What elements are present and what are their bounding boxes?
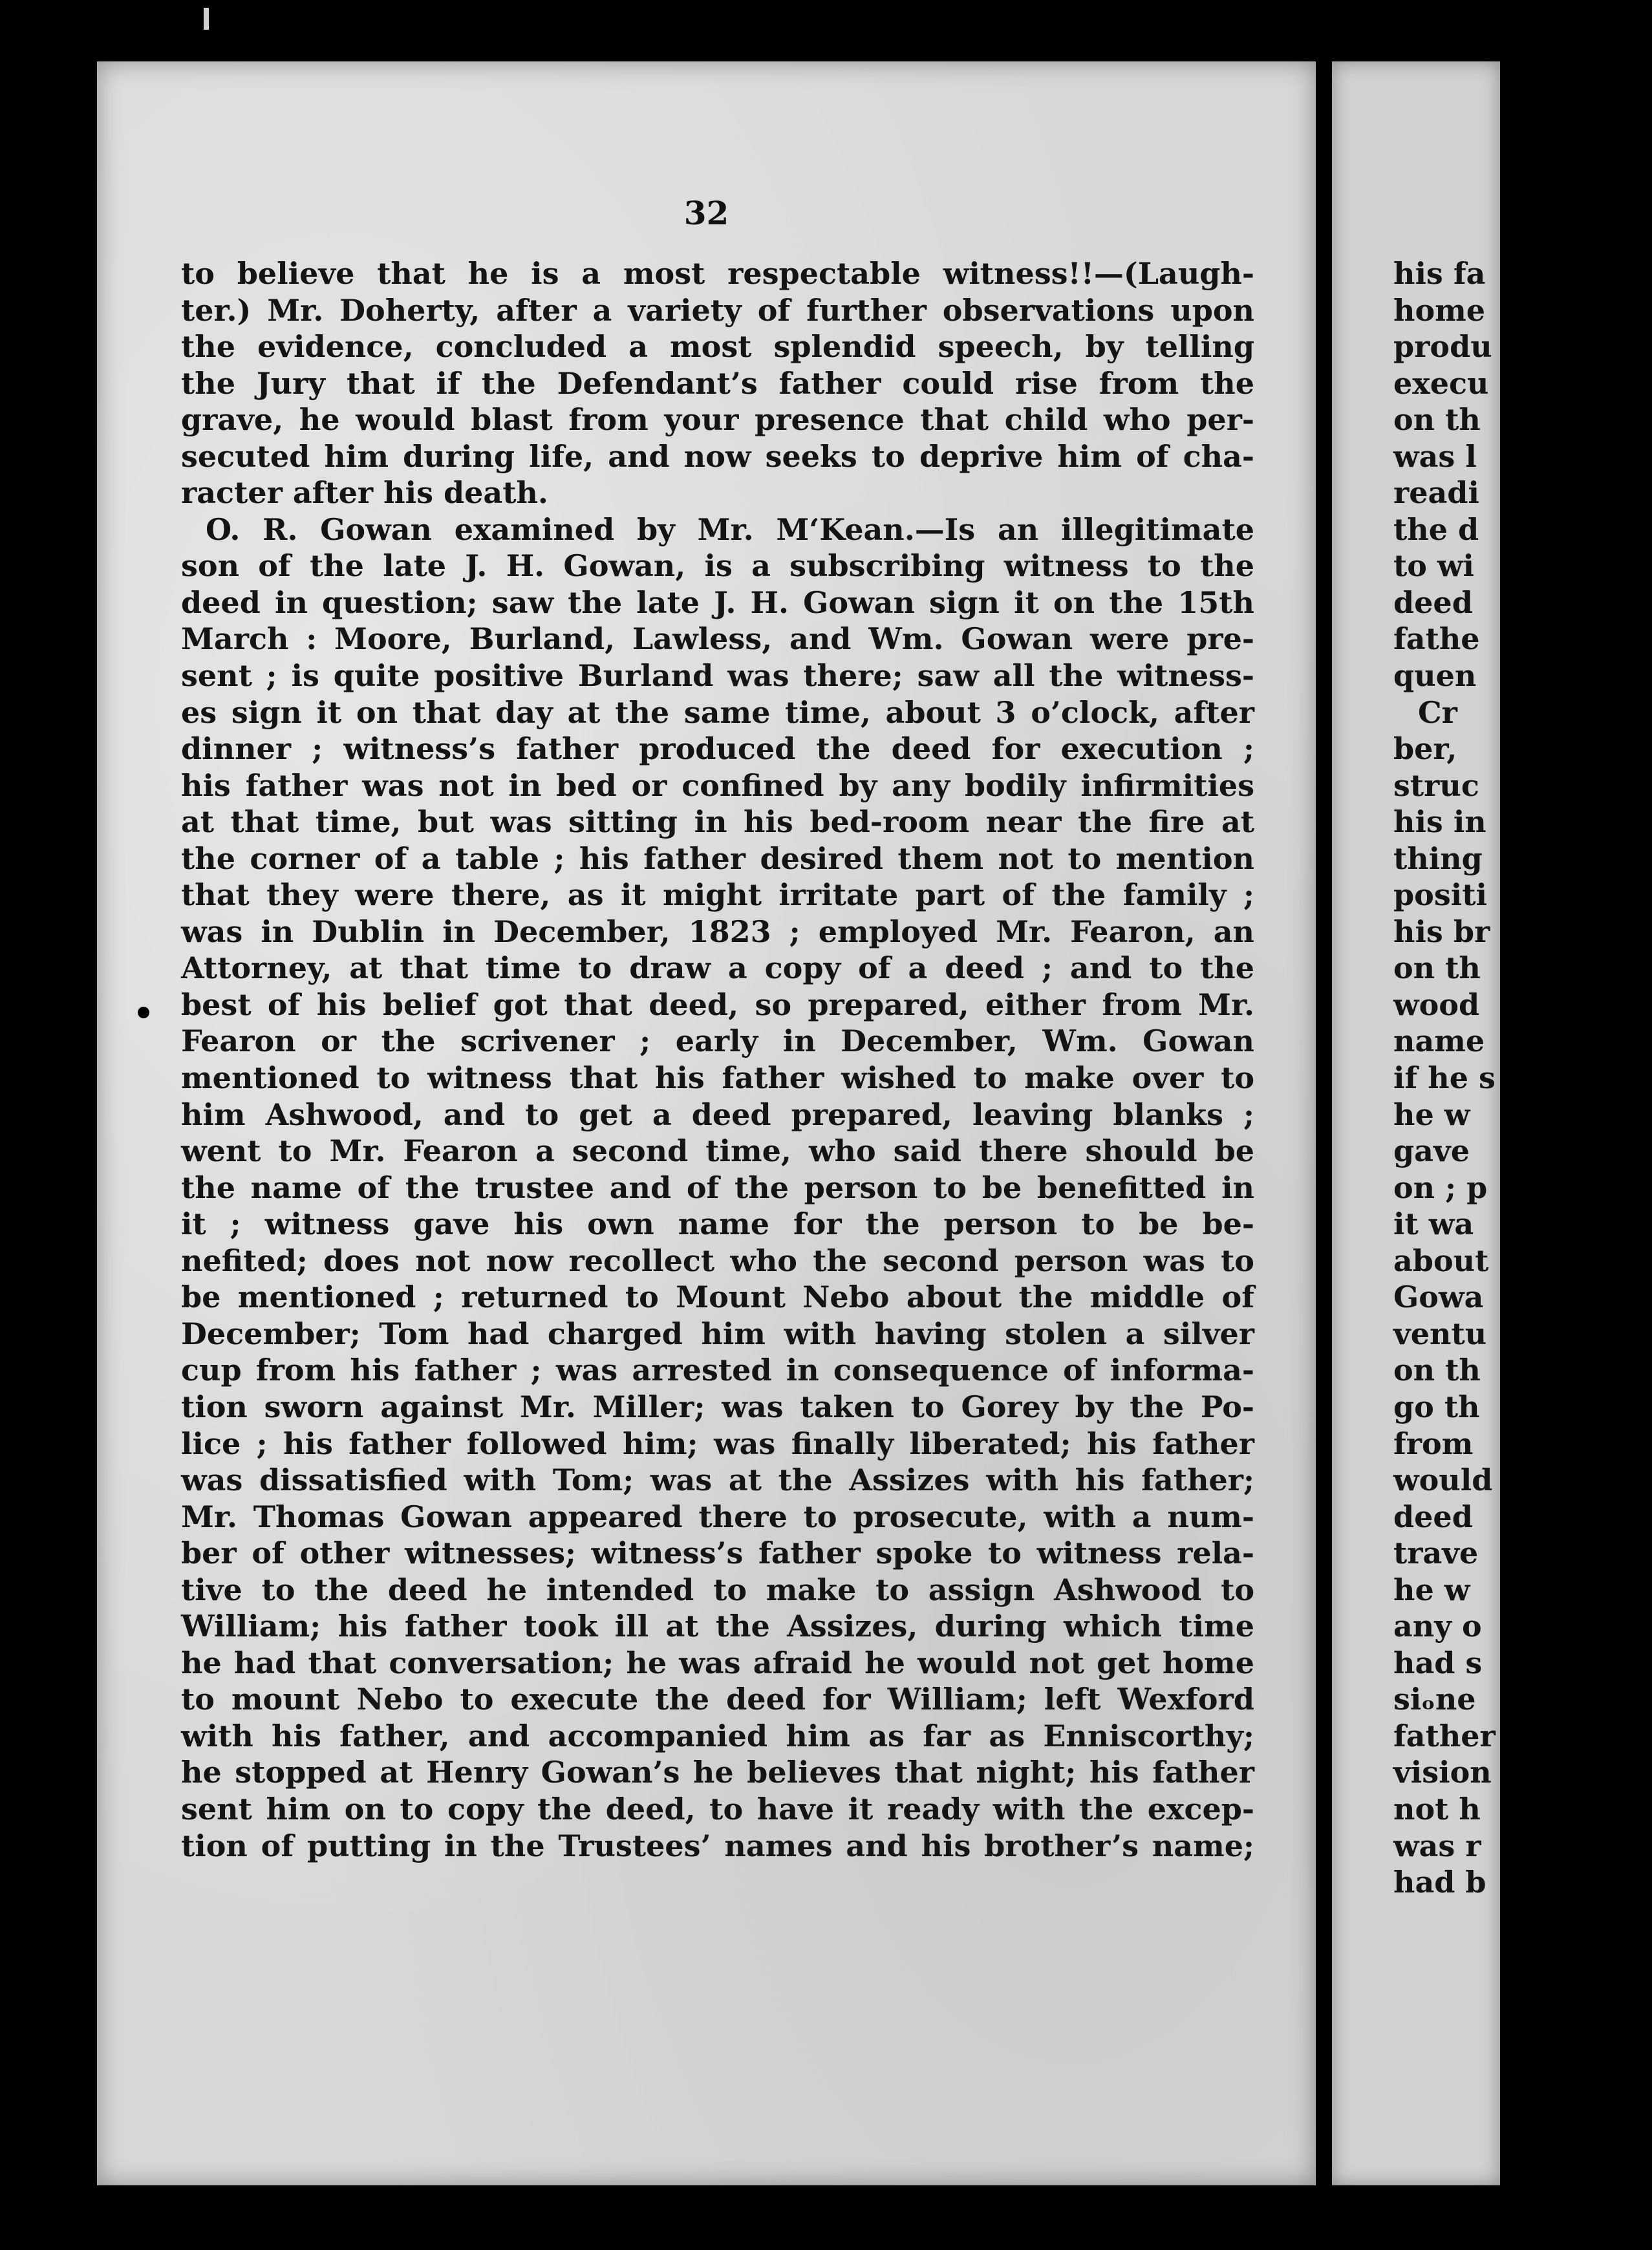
text-line: grave, he would blast from your presence that child who per-	[181, 402, 1254, 438]
text-line: tion sworn against Mr. Miller; was taken to Gorey by the Po-	[181, 1389, 1254, 1424]
facing-text-line: he w	[1393, 1572, 1470, 1607]
text-line: Mr. Thomas Gowan appeared there to prosecute, with a num-	[181, 1499, 1254, 1534]
facing-text-line: readi	[1393, 475, 1479, 511]
facing-text-line: his fa	[1393, 256, 1486, 291]
facing-text-line: would	[1393, 1462, 1493, 1498]
facing-text-line: if he s	[1393, 1060, 1496, 1096]
text-line: the corner of a table ; his father desired them not to mention	[181, 841, 1254, 876]
facing-text-line: siₒne	[1393, 1682, 1476, 1717]
text-line: ter.) Mr. Doherty, after a variety of further observations upon	[181, 292, 1254, 328]
facing-text-line: gave	[1393, 1133, 1470, 1169]
facing-text-line: his in	[1393, 804, 1486, 840]
text-line: him Ashwood, and to get a deed prepared, leaving blanks ;	[181, 1097, 1254, 1132]
text-line: his father was not in bed or confined by any bodily infirmities	[181, 767, 1254, 803]
text-line: sent ; is quite positive Burland was there; saw all the witness-	[181, 658, 1254, 694]
text-line: deed in question; saw the late J. H. Gowan sign it on the 15th	[181, 584, 1254, 620]
facing-text-line: execu	[1393, 365, 1489, 401]
text-line: William; his father took ill at the Assizes, during which time	[181, 1609, 1254, 1644]
facing-text-line: his br	[1393, 914, 1490, 949]
facing-text-line: any o	[1393, 1609, 1482, 1644]
text-line: O. R. Gowan examined by Mr. M‘Kean.—Is an illegitimate	[206, 511, 1254, 547]
text-line: tion of putting in the Trustees’ names and his brother’s name;	[181, 1828, 1254, 1863]
text-line: at that time, but was sitting in his bed-room near the fire at	[181, 804, 1254, 840]
text-line: it ; witness gave his own name for the person to be be-	[181, 1206, 1254, 1242]
text-line: lice ; his father followed him; was finally liberated; his father	[181, 1426, 1254, 1461]
ink-speck	[138, 1007, 149, 1018]
text-line: be mentioned ; returned to Mount Nebo about the middle of	[181, 1280, 1254, 1315]
facing-text-line: ventu	[1393, 1316, 1487, 1351]
text-line: sent him on to copy the deed, to have it ready with the excep-	[181, 1791, 1254, 1827]
text-line: racter after his death.	[181, 475, 548, 511]
facing-page	[1332, 61, 1500, 2185]
facing-text-line: had b	[1393, 1865, 1486, 1900]
text-line: that they were there, as it might irritate part of the family ;	[181, 877, 1254, 913]
text-line: was in Dublin in December, 1823 ; employed Mr. Fearon, an	[181, 914, 1254, 949]
text-line: was dissatisfied with Tom; was at the Assizes with his father;	[181, 1462, 1254, 1498]
facing-text-line: not h	[1393, 1791, 1481, 1827]
facing-text-line: deed	[1393, 584, 1473, 620]
facing-text-line: vision	[1393, 1755, 1492, 1790]
scan-mark	[204, 8, 209, 30]
text-line: he had that conversation; he was afraid he would not get home	[181, 1645, 1254, 1680]
facing-text-line: home	[1393, 292, 1486, 328]
text-line: the name of the trustee and of the person to be benefitted in	[181, 1170, 1254, 1205]
text-line: secuted him during life, and now seeks to deprive him of cha-	[181, 438, 1254, 474]
facing-text-line: on th	[1393, 950, 1481, 986]
facing-text-line: father	[1393, 1718, 1496, 1753]
text-line: nefited; does not now recollect who the second person was to	[181, 1243, 1254, 1278]
text-line: dinner ; witness’s father produced the deed for execution ;	[181, 731, 1254, 767]
facing-text-line: about	[1393, 1243, 1489, 1278]
facing-text-line: produ	[1393, 329, 1492, 365]
text-line: the Jury that if the Defendant’s father could rise from the	[181, 365, 1254, 401]
text-line: the evidence, concluded a most splendid speech, by telling	[181, 329, 1254, 365]
facing-text-line: on ; p	[1393, 1170, 1488, 1205]
facing-text-line: quen	[1393, 658, 1477, 694]
facing-text-line: fathe	[1393, 621, 1480, 657]
text-line: December; Tom had charged him with having stolen a silver	[181, 1316, 1254, 1351]
page-text	[181, 255, 1254, 1864]
facing-text-line: to wi	[1393, 548, 1475, 584]
facing-text-line: from	[1393, 1426, 1474, 1461]
text-line: went to Mr. Fearon a second time, who said there should be	[181, 1133, 1254, 1169]
text-line: Fearon or the scrivener ; early in December, Wm. Gowan	[181, 1023, 1254, 1059]
facing-text-line: on th	[1393, 402, 1481, 438]
page-number: 32	[683, 194, 729, 232]
text-line: he stopped at Henry Gowan’s he believes that night; his father	[181, 1755, 1254, 1790]
facing-text-line: trave	[1393, 1536, 1479, 1571]
facing-text-line: name	[1393, 1023, 1485, 1059]
text-line: tive to the deed he intended to make to assign Ashwood to	[181, 1572, 1254, 1607]
facing-text-line: positi	[1393, 877, 1487, 913]
text-line: cup from his father ; was arrested in consequence of informa-	[181, 1353, 1254, 1388]
facing-text-line: the d	[1393, 511, 1479, 547]
facing-text-line: was l	[1393, 438, 1477, 474]
text-line: ber of other witnesses; witness’s father spoke to witness rela-	[181, 1536, 1254, 1571]
facing-page-text	[1393, 255, 1652, 1901]
text-line: March : Moore, Burland, Lawless, and Wm. Gowan were pre-	[181, 621, 1254, 657]
facing-text-line: he w	[1393, 1097, 1470, 1132]
text-line: mentioned to witness that his father wished to make over to	[181, 1060, 1254, 1096]
text-line: to mount Nebo to execute the deed for William; left Wexford	[181, 1682, 1254, 1717]
text-line: best of his belief got that deed, so prepared, either from Mr.	[181, 987, 1254, 1022]
facing-text-line: Gowa	[1393, 1280, 1484, 1315]
facing-text-line: ber,	[1393, 731, 1457, 767]
text-line: son of the late J. H. Gowan, is a subscribing witness to the	[181, 548, 1254, 584]
text-line: with his father, and accompanied him as far as Enniscorthy;	[181, 1718, 1254, 1753]
facing-text-line: thing	[1393, 841, 1483, 876]
facing-text-line: go th	[1393, 1389, 1480, 1424]
text-line: to believe that he is a most respectable witness!!—(Laugh-	[181, 256, 1254, 291]
facing-text-line: was r	[1393, 1828, 1481, 1863]
facing-text-line: struc	[1393, 767, 1479, 803]
facing-text-line: it wa	[1393, 1206, 1474, 1242]
facing-text-line: deed	[1393, 1499, 1473, 1534]
facing-text-line: had s	[1393, 1645, 1483, 1680]
text-line: Attorney, at that time to draw a copy of a deed ; and to the	[181, 950, 1254, 986]
facing-text-line: on th	[1393, 1353, 1481, 1388]
facing-text-line: wood	[1393, 987, 1480, 1022]
text-line: es sign it on that day at the same time, about 3 o’clock, after	[181, 694, 1254, 730]
facing-text-line: Cr	[1418, 694, 1457, 730]
